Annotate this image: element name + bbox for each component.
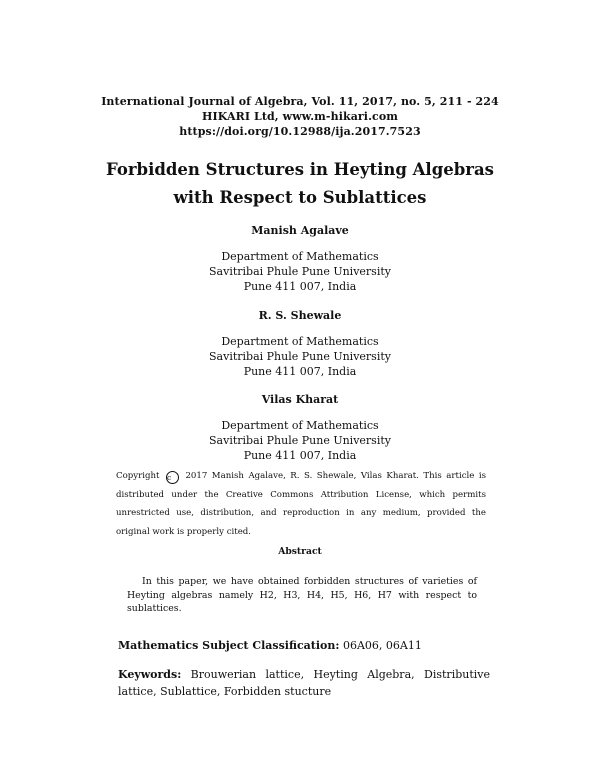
abstract-body: In this paper, we have obtained forbidden structures of varieties of Heyting algebras namely H2, H3, H4, H5, H6, H7 with respect to sublattices. (127, 576, 477, 614)
msc-value: 06A06, 06A11 (342, 639, 422, 652)
copyright-icon: c (166, 471, 179, 484)
abstract-heading: Abstract (278, 546, 322, 557)
author-university: Savitribai Phule Pune University (209, 350, 391, 363)
copyright-prefix: Copyright (116, 471, 160, 481)
copyright-notice (116, 467, 486, 541)
author-address: Pune 411 007, India (243, 449, 357, 462)
subject-classification (118, 639, 498, 652)
author-name: R. S. Shewale (258, 309, 342, 322)
author-name: Manish Agalave (251, 224, 349, 237)
author-department: Department of Mathematics (221, 335, 379, 348)
paper-title-line-2: with Respect to Sublattices (173, 188, 427, 207)
keywords-label: Keywords: (118, 668, 182, 681)
keywords-value: Brouwerian lattice, Heyting Algebra, Distributive lattice, Sublattice, Forbidden stucture (118, 668, 490, 698)
doi-link[interactable]: https://doi.org/10.12988/ija.2017.7523 (179, 125, 421, 138)
keywords (118, 666, 490, 700)
author-name: Vilas Kharat (261, 393, 339, 406)
author-university: Savitribai Phule Pune University (209, 265, 391, 278)
paper-title-line-1: Forbidden Structures in Heyting Algebras (106, 160, 494, 179)
journal-citation: International Journal of Algebra, Vol. 11, 2017, no. 5, 211 - 224 (101, 95, 499, 108)
msc-label: Mathematics Subject Classification: (118, 639, 340, 652)
author-university: Savitribai Phule Pune University (209, 434, 391, 447)
author-address: Pune 411 007, India (243, 280, 357, 293)
publisher-line: HIKARI Ltd, www.m-hikari.com (201, 110, 398, 123)
author-department: Department of Mathematics (221, 250, 379, 263)
author-department: Department of Mathematics (221, 419, 379, 432)
copyright-text: 2017 Manish Agalave, R. S. Shewale, Vilas Kharat. This article is distributed under the Creative Commons Attribution License, which permits unrestricted use, distribution, and reproduction in any medium, provided the original work is properly cited. (116, 471, 487, 537)
author-address: Pune 411 007, India (243, 365, 357, 378)
